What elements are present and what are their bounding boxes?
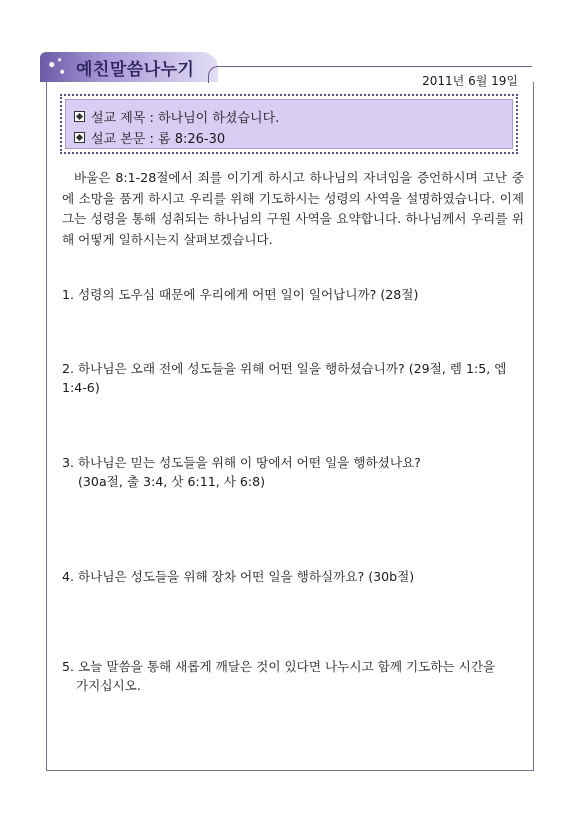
question-line: 3. 하나님은 믿는 성도들을 위해 이 땅에서 어떤 일을 행하셨나요?: [62, 455, 421, 470]
sermon-title-row: [74, 106, 512, 127]
sermon-title: 설교 제목 : 하나님이 하셨습니다.: [91, 111, 280, 126]
intro-paragraph: [62, 168, 524, 250]
sermon-text: 설교 본문 : 롬 8:26-30: [91, 132, 226, 147]
sparkle-icon: [44, 55, 70, 79]
header-divider: [216, 66, 532, 67]
question-4: [62, 567, 524, 586]
page-title: 예친말씀나누기: [76, 60, 195, 80]
header-divider-curve: [208, 66, 223, 83]
question-2: [62, 359, 524, 397]
question-3: [62, 453, 524, 491]
sermon-info-inner: [65, 99, 513, 149]
question-line-2: (30a절, 출 3:4, 삿 6:11, 사 6:8): [78, 474, 266, 489]
square-bullet-icon: [74, 111, 85, 122]
intro-text: 바울은 8:1-28절에서 죄를 이기게 하시고 하나님의 자녀임을 증언하시며 고난 중에 소망을 품게 하시고 우리를 위해 기도하시는 성령의 사역을 설명하였습니다. 이제 그는 성령을 통해 성취되는 하나님의 구원 사역을 요약합니다. 하나님께서 우리를 위해 어떻게 일하시는지 살펴보겠습니다.: [62, 170, 524, 247]
date-label: 2011년 6월 19일: [422, 74, 518, 88]
question-5: [62, 657, 524, 695]
sermon-info-box: [60, 94, 518, 154]
header-tab: [40, 52, 218, 82]
sermon-text-row: [74, 127, 512, 148]
square-bullet-icon: [74, 132, 85, 143]
question-line: 4. 하나님은 성도들을 위해 장차 어떤 일을 행하실까요? (30b절): [62, 569, 415, 584]
question-line: 5. 오늘 말씀을 통해 새롭게 깨달은 것이 있다면 나누시고 함께 기도하는 시간을: [62, 659, 496, 674]
question-line: 2. 하나님은 오래 전에 성도들을 위해 어떤 일을 행하셨습니까? (29절, 렘 1:5, 엡 1:4-6): [62, 361, 507, 395]
question-line: 1. 성령의 도우심 때문에 우리에게 어떤 일이 일어납니까? (28절): [62, 287, 419, 302]
question-line-2: 가지십시오.: [76, 678, 141, 693]
question-1: [62, 285, 524, 304]
